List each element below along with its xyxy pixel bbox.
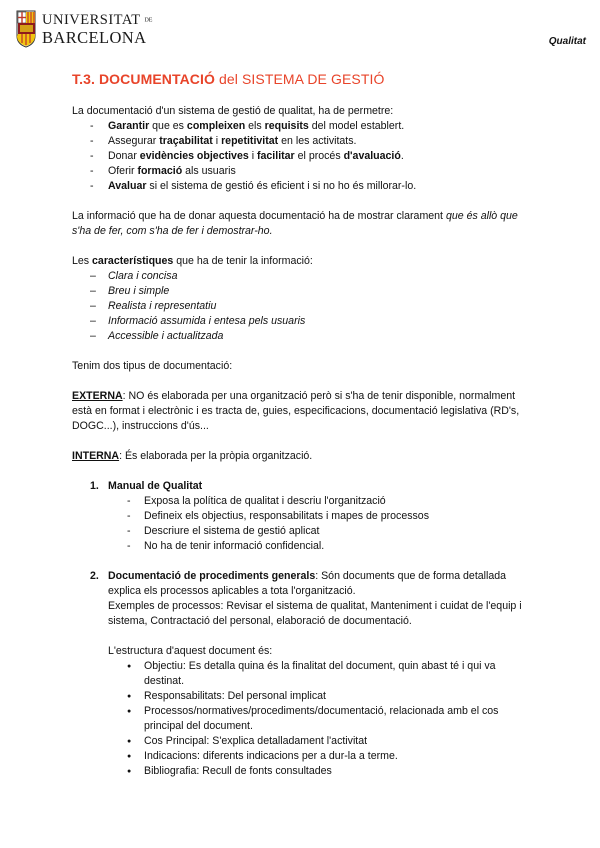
- section-procediments-generals: 2. Documentació de procediments generals: Són documents que de forma detallada explica els processos aplicables a tota l'organització.: [90, 570, 507, 597]
- structure-item: ● Indicacions: diferents indicacions per a dur-la a terme.: [72, 749, 528, 764]
- logo-line-2: BARCELONA: [42, 27, 147, 47]
- intro-item: - Donar evidències objectives i facilitar el procés d'avaluació.: [72, 149, 528, 164]
- university-logo: [16, 10, 152, 48]
- section-manual-qualitat: 1. Manual de Qualitat: [90, 480, 203, 492]
- intro-list: [72, 119, 528, 194]
- externa-paragraph: EXTERNA: NO és elaborada per una organització però si s'ha de tenir disponible, normalment està en format i electrònic i es tracta de, guies, especificacions, documentació legislativa (RD's, DOGC...), instruccions d'ús...: [72, 390, 520, 432]
- structure-item: ● Processos/normatives/procediments/documentació, relacionada amb el cos principal del document.: [72, 704, 528, 734]
- structure-item: ● Bibliografia: Recull de fonts consultades: [72, 764, 528, 779]
- logo-line-1: UNIVERSITAT DE: [42, 12, 153, 28]
- manual-item: - Descriure el sistema de gestió aplicat: [72, 524, 528, 539]
- manual-item: - No ha de tenir informació confidencial.: [72, 539, 528, 554]
- externa-label: EXTERNA: [72, 390, 123, 402]
- manual-item: - Exposa la política de qualitat i descriu l'organització: [72, 494, 528, 509]
- intro-item: - Assegurar traçabilitat i repetitivitat en les activitats.: [72, 134, 528, 149]
- info-paragraph: La informació que ha de donar aquesta documentació ha de mostrar clarament que és allò que s'ha de fer, com s'ha de fer i demostrar-ho.: [72, 210, 518, 237]
- interna-paragraph: INTERNA: És elaborada per la pròpia organització.: [72, 450, 313, 462]
- interna-label: INTERNA: [72, 450, 120, 462]
- characteristics-list: [72, 269, 528, 344]
- section-title: Manual de Qualitat: [108, 480, 203, 492]
- characteristic-item: – Breu i simple: [72, 284, 528, 299]
- university-shield-icon: [16, 10, 36, 48]
- structure-item: ● Cos Principal: S'explica detalladament l'activitat: [72, 734, 528, 749]
- characteristic-item: – Realista i representatiu: [72, 299, 528, 314]
- document-body: [72, 104, 528, 779]
- manual-qualitat-list: [72, 494, 528, 554]
- intro-item: - Oferir formació als usuaris: [72, 164, 528, 179]
- page-title: T.3. DOCUMENTACIÓ del SISTEMA DE GESTIÓ: [72, 71, 385, 87]
- intro-lead: La documentació d'un sistema de gestió de qualitat, ha de permetre:: [72, 105, 394, 117]
- characteristics-lead: Les característiques que ha de tenir la informació:: [72, 255, 313, 267]
- page-header: [16, 10, 586, 52]
- section-title: Documentació de procediments generals: [108, 570, 316, 582]
- characteristic-item: – Clara i concisa: [72, 269, 528, 284]
- manual-item: - Defineix els objectius, responsabilitats i mapes de processos: [72, 509, 528, 524]
- characteristic-item: – Informació assumida i entesa pels usuaris: [72, 314, 528, 329]
- types-lead: Tenim dos tipus de documentació:: [72, 360, 233, 372]
- structure-item: ● Responsabilitats: Del personal implicat: [72, 689, 528, 704]
- header-section-label: Qualitat: [548, 36, 586, 47]
- structure-list: [72, 659, 528, 779]
- characteristic-item: – Accessible i actualitzada: [72, 329, 528, 344]
- structure-item: ● Objectiu: Es detalla quina és la finalitat del document, quin abast té i qui va destinat.: [72, 659, 528, 689]
- examples-paragraph: Exemples de processos: Revisar el sistema de qualitat, Manteniment i cuidat de l'equip i sistema, Contractació del personal, elaboració de documentació.: [108, 600, 522, 627]
- intro-item: - Avaluar si el sistema de gestió és eficient i si no ho és millorar-lo.: [72, 179, 528, 194]
- intro-item: - Garantir que es compleixen els requisits del model establert.: [72, 119, 528, 134]
- structure-lead: L'estructura d'aquest document és:: [108, 645, 273, 657]
